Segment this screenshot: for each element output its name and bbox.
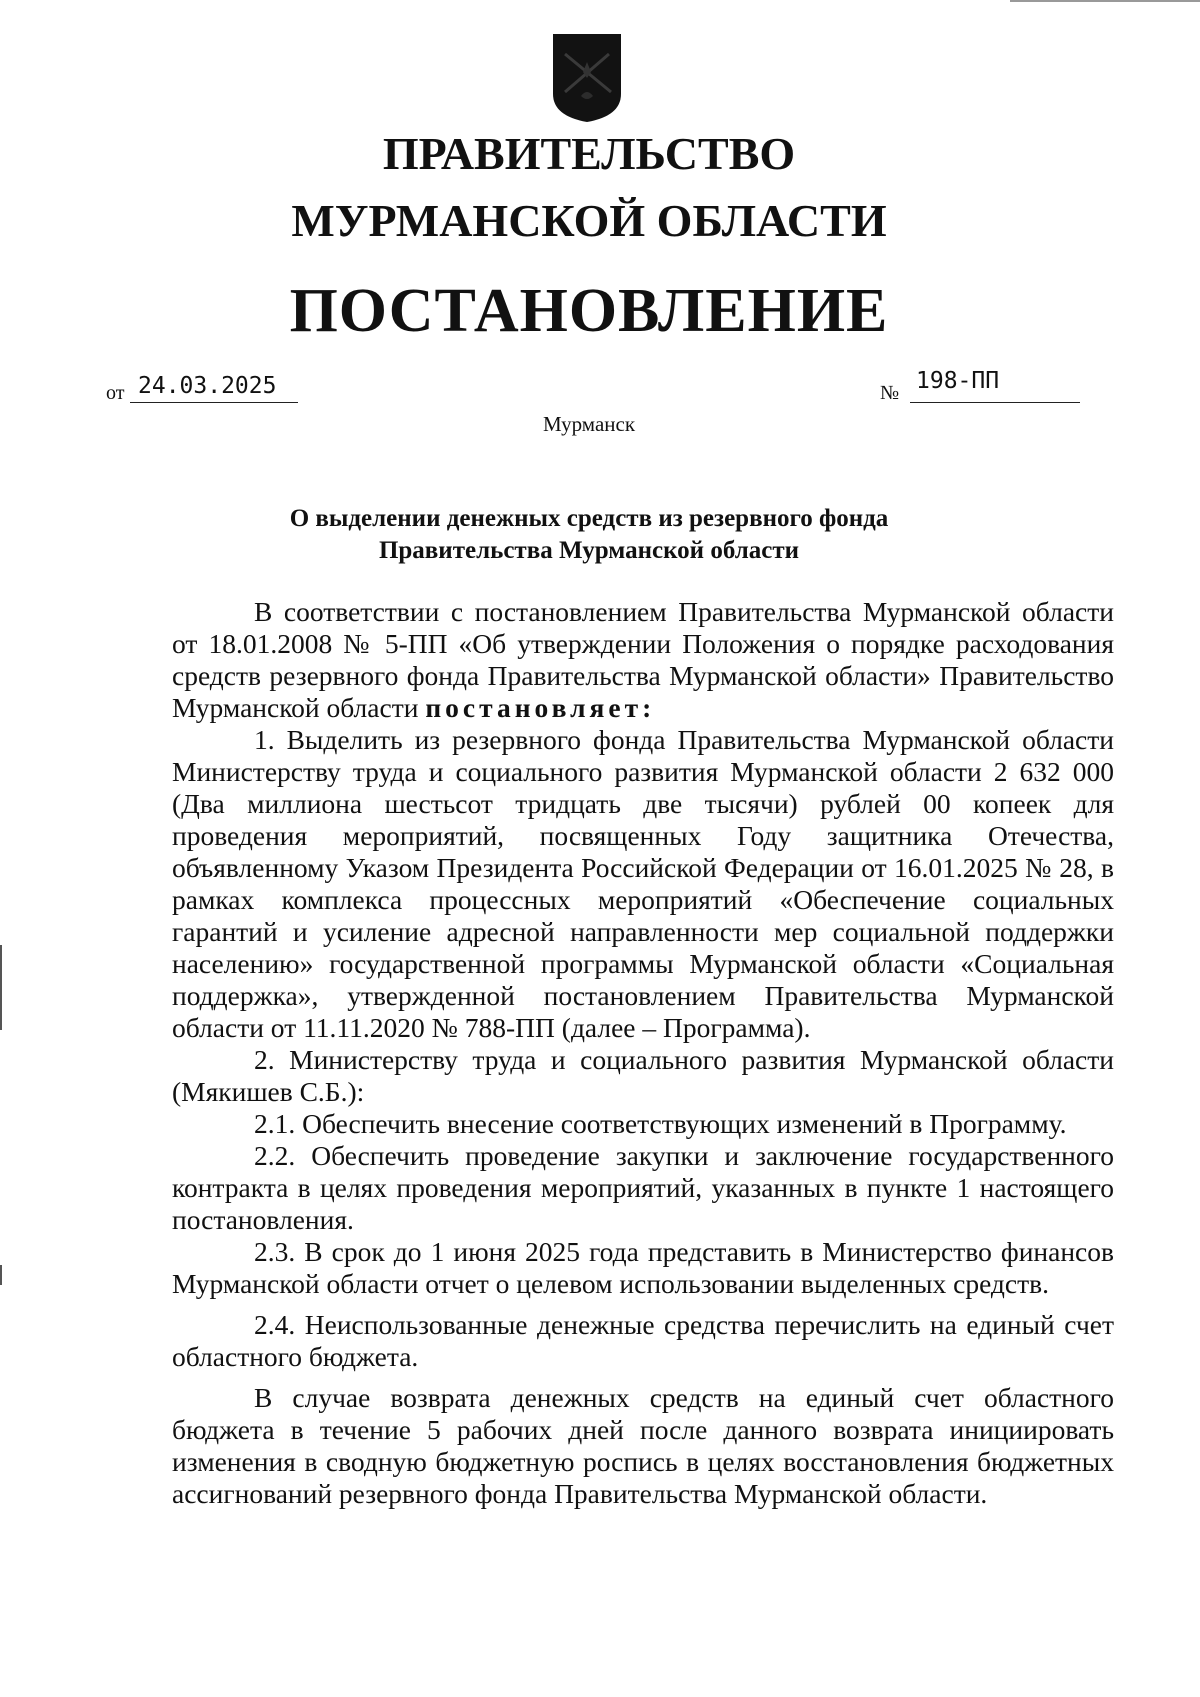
date-value: 24.03.2025 — [138, 373, 277, 399]
intro-paragraph — [172, 596, 1114, 724]
scan-edge-mark — [1010, 0, 1200, 2]
paragraph-3: В случае возврата денежных средств на единый счет областного бюджета в течение 5 рабочих дней после данного возврата инициировать изменения в сводную бюджетную роспись в целях восстановления бюджетных ассигнований резервного фонда Правительства Мурманской области. — [172, 1382, 1114, 1509]
government-title-line1: ПРАВИТЕЛЬСТВО — [382, 128, 796, 179]
paragraph-2-4: 2.4. Неиспользованные денежные средства перечислить на единый счет областного бюджета. — [172, 1309, 1114, 1372]
paragraph-2-1: 2.1. Обеспечить внесение соответствующих изменений в Программу. — [254, 1108, 1067, 1139]
intro-verb: постановляет: — [425, 692, 656, 723]
document-subject — [0, 503, 1178, 567]
scan-margin-mark — [0, 945, 2, 1030]
document-body — [172, 596, 1114, 1510]
document-type-title: ПОСТАНОВЛЕНИЕ — [289, 277, 889, 345]
government-title-line2: МУРМАНСКОЙ ОБЛАСТИ — [291, 195, 887, 246]
paragraph-2-2: 2.2. Обеспечить проведение закупки и заключение государственного контракта в целях проведения мероприятий, указанных в пункте 1 настоящего постановления. — [172, 1140, 1114, 1235]
date-label: от — [106, 382, 125, 404]
number-value: 198-ПП — [916, 368, 1000, 394]
city-name: Мурманск — [542, 412, 636, 436]
number-label: № — [880, 382, 900, 404]
subject-line1: О выделении денежных средств из резервного фонда — [289, 505, 889, 532]
coat-of-arms-icon — [551, 32, 623, 124]
intro-text: В соответствии с постановлением Правительства Мурманской области от 18.01.2008 № 5-ПП «Об утверждении Положения о порядке расходования средств резервного фонда Правительства Мурманской области» Правительство Мурманской области — [172, 596, 1114, 723]
subject-line2: Правительства Мурманской области — [378, 537, 800, 564]
scan-margin-mark — [0, 1265, 2, 1285]
paragraph-2-3: 2.3. В срок до 1 июня 2025 года представить в Министерство финансов Мурманской области отчет о целевом использовании выделенных средств. — [172, 1236, 1114, 1299]
paragraph-1: 1. Выделить из резервного фонда Правительства Мурманской области Министерству труда и социального развития Мурманской области 2 632 000 (Два миллиона шестьсот тридцать две тысячи) рублей 00 копеек для проведения мероприятий, посвященных Году защитника Отечества, объявленному Указом Президента Российской Федерации от 16.01.2025 № 28, в рамках комплекса процессных мероприятий «Обеспечение социальных гарантий и усиление адресной направленности мер социальной поддержки населению» государственной программы Мурманской области «Социальная поддержка», утвержденной постановлением Правительства Мурманской области от 11.11.2020 № 788-ПП (далее – Программа). — [172, 724, 1114, 1043]
paragraph-2: 2. Министерству труда и социального развития Мурманской области (Мякишев С.Б.): — [172, 1044, 1114, 1107]
